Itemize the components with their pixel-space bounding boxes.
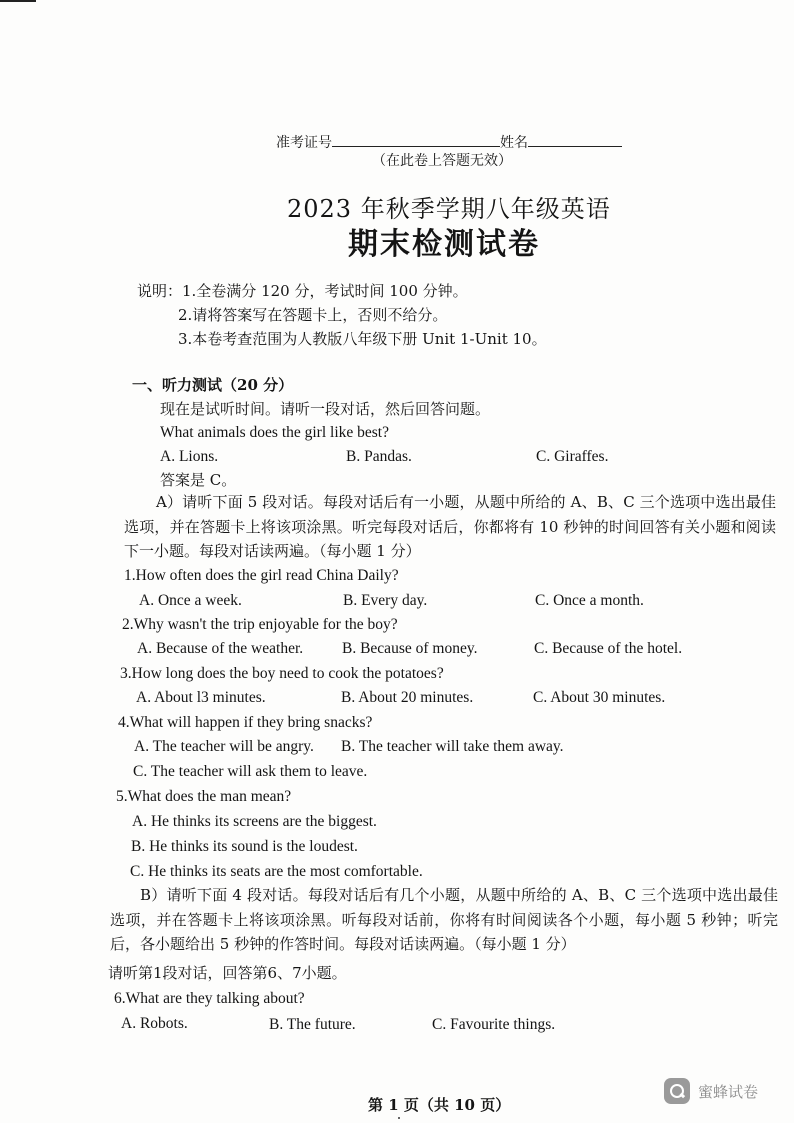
instruction-2: 2.请将答案写在答题卡上，否则不给分。	[178, 306, 448, 324]
q4-option-c: C. The teacher will ask them to leave.	[133, 763, 368, 780]
q1-option-b: B. Every day.	[343, 592, 428, 609]
example-intro: 现在是试听时间。请听一段对话，然后回答问题。	[160, 400, 491, 418]
scan-dot	[398, 1117, 400, 1119]
page-number: 第 1 页（共 10 页）	[368, 1096, 511, 1114]
exam-id-blank	[332, 132, 500, 147]
question-6: 6.What are they talking about?	[114, 990, 305, 1007]
q2-option-c: C. Because of the hotel.	[534, 640, 683, 657]
example-question: What animals does the girl like best?	[160, 424, 389, 441]
question-5: 5.What does the man mean?	[116, 788, 292, 805]
example-option-a: A. Lions.	[160, 448, 219, 465]
question-4: 4.What will happen if they bring snacks?	[118, 714, 373, 731]
q3-option-b: B. About 20 minutes.	[341, 689, 474, 706]
q5-option-a: A. He thinks its screens are the biggest.	[132, 813, 377, 830]
part-b-instructions: B）请听下面 4 段对话。每段对话后有几个小题，从题中所给的 A、B、C 三个选项中选出最佳选项，并在答题卡上将该项涂黑。听每段对话前，你将有时间阅读各个小题，每小题 5 秒钟；听完后，各小题给出 5 秒钟的作答时间。每段对话读两遍。（每小题 1 分）	[110, 886, 778, 953]
question-1: 1.How often does the girl read China Daily?	[124, 567, 399, 584]
q5-option-c: C. He thinks its seats are the most comfortable.	[130, 863, 423, 880]
title-line2: 期末检测试卷	[348, 227, 540, 262]
q4-option-b: B. The teacher will take them away.	[341, 738, 564, 755]
part-a-instructions: A）请听下面 5 段对话。每段对话后有一小题，从题中所给的 A、B、C 三个选项中选出最佳选项，并在答题卡上将该项涂黑。听完每段对话后，你都将有 10 秒钟的时间回答有关小题和阅读下一小题。每段对话读两遍。（每小题 1 分）	[124, 493, 776, 560]
instruction-1: 1.全卷满分 120 分，考试时间 100 分钟。	[182, 282, 468, 300]
q6-option-a: A. Robots.	[121, 1015, 188, 1032]
title-line1: 2023 年秋季学期八年级英语	[287, 195, 611, 223]
instruction-3: 3.本卷考查范围为人教版八年级下册 Unit 1-Unit 10。	[178, 330, 547, 348]
corner-mark	[0, 0, 36, 2]
q1-option-c: C. Once a month.	[535, 592, 644, 609]
q6-option-c: C. Favourite things.	[432, 1016, 556, 1033]
section1-heading: 一、听力测试（20 分）	[132, 376, 294, 394]
name-label: 姓名	[500, 135, 528, 151]
name-blank	[528, 132, 622, 147]
q3-option-c: C. About 30 minutes.	[533, 689, 666, 706]
watermark	[664, 1078, 758, 1104]
example-answer: 答案是 C。	[160, 471, 237, 489]
q4-option-a: A. The teacher will be angry.	[134, 738, 314, 755]
q3-option-a: A. About l3 minutes.	[136, 689, 266, 706]
example-option-c: C. Giraffes.	[536, 448, 609, 465]
question-2: 2.Why wasn't the trip enjoyable for the boy?	[122, 616, 398, 633]
q6-option-b: B. The future.	[269, 1016, 356, 1033]
answer-note: （在此卷上答题无效）	[372, 153, 512, 169]
exam-id-label: 准考证号	[276, 135, 332, 151]
q5-option-b: B. He thinks its sound is the loudest.	[131, 838, 358, 855]
part-b-intro: 请听第1段对话，回答第6、7小题。	[108, 964, 347, 982]
q2-option-b: B. Because of money.	[342, 640, 478, 657]
watermark-text: 蜜蜂试卷	[698, 1082, 759, 1101]
q1-option-a: A. Once a week.	[139, 592, 242, 609]
example-option-b: B. Pandas.	[346, 448, 412, 465]
question-3: 3.How long does the boy need to cook the potatoes?	[120, 665, 444, 682]
q2-option-a: A. Because of the weather.	[137, 640, 304, 657]
instructions-label: 说明：	[137, 282, 183, 300]
exam-id-row	[276, 132, 622, 153]
watermark-logo-icon	[664, 1078, 690, 1104]
